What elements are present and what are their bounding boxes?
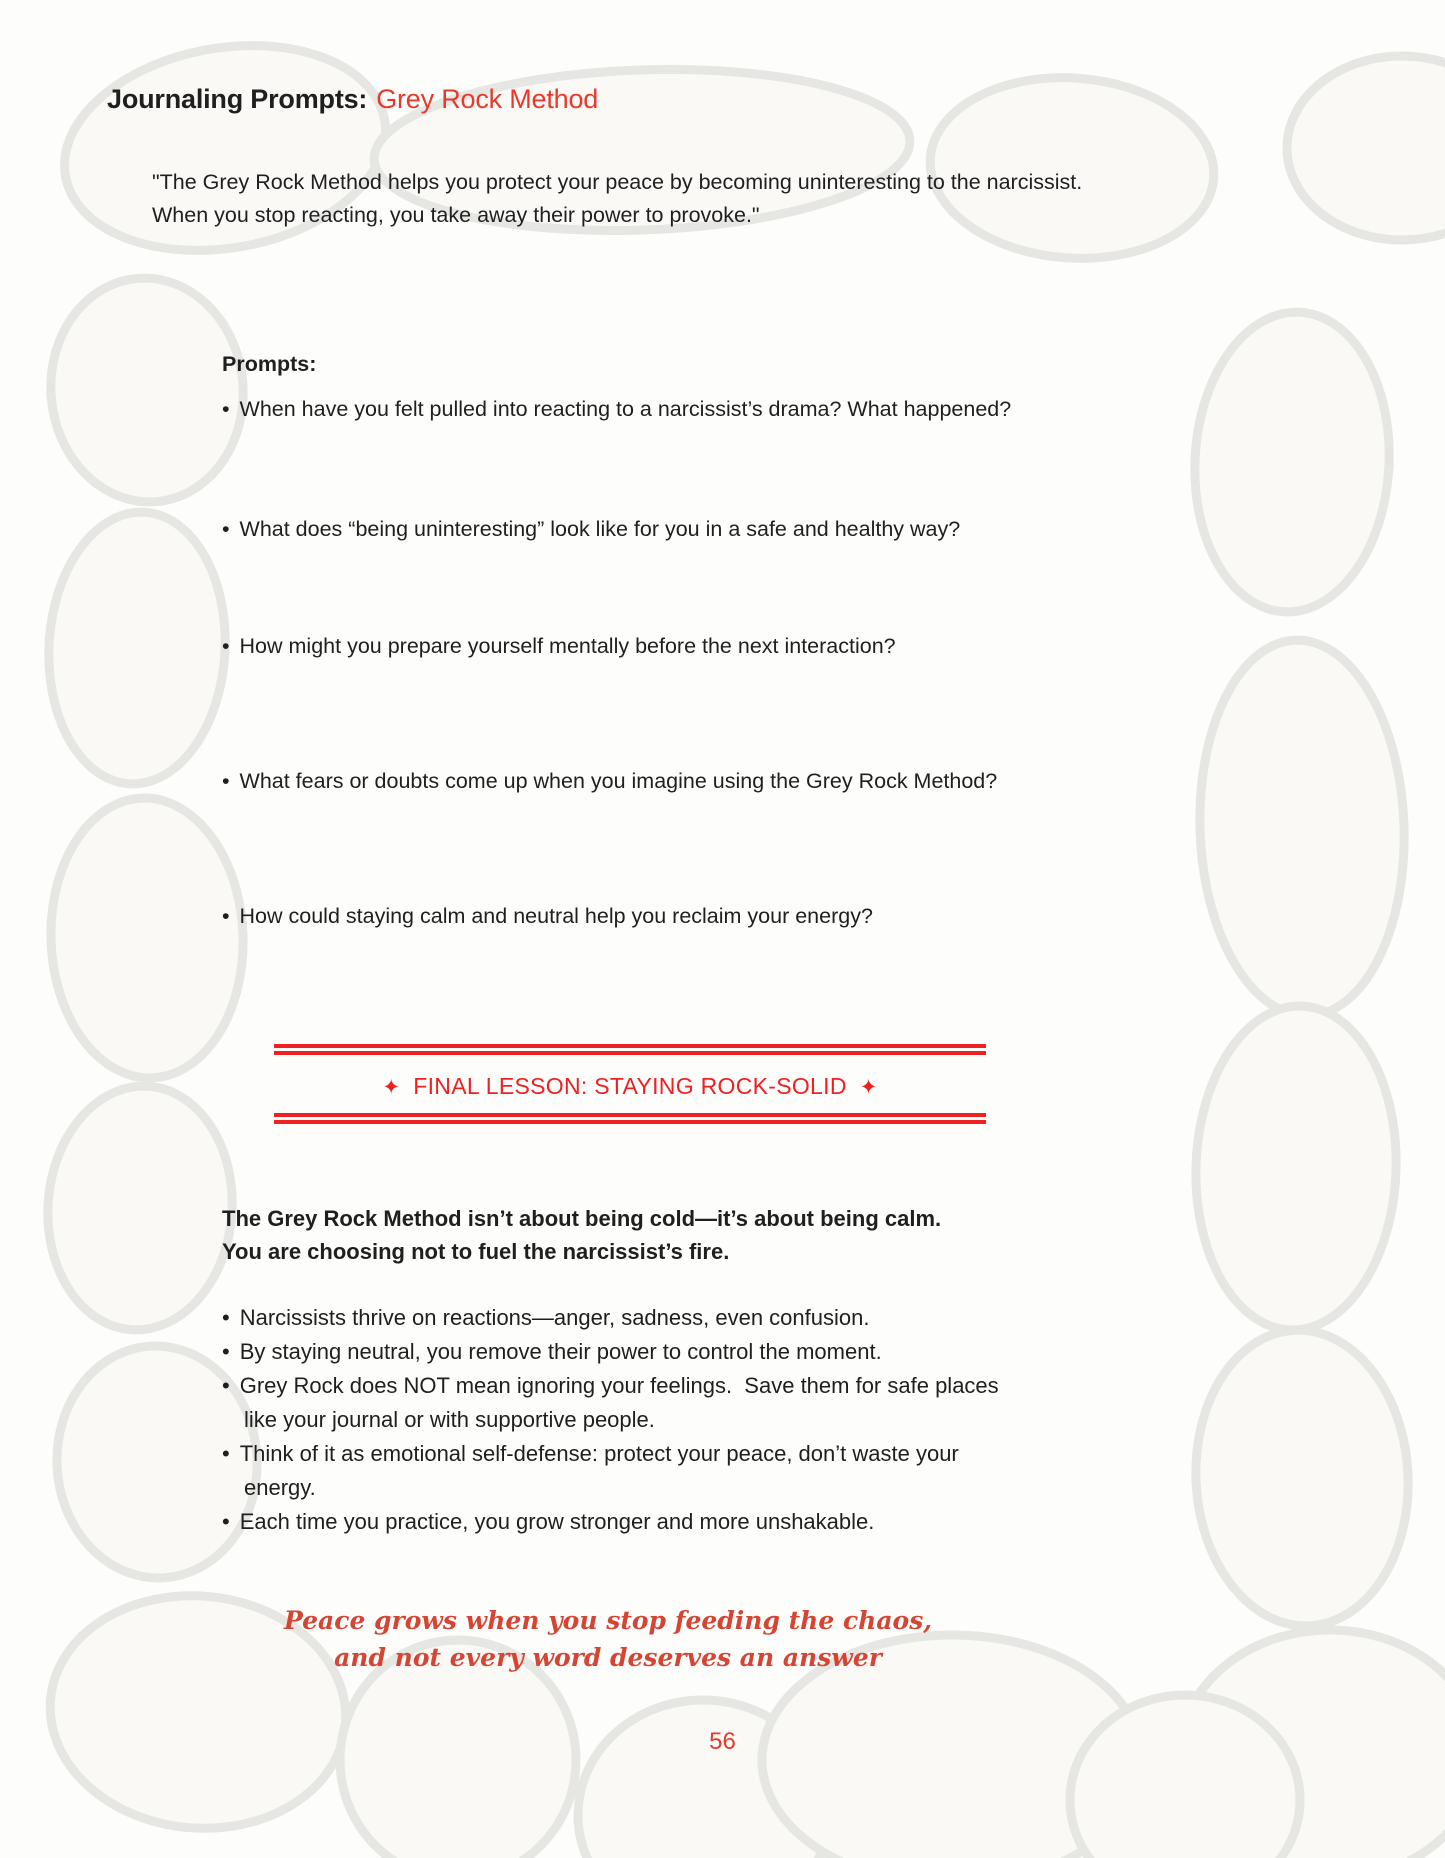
page-number: 56 <box>709 1728 736 1755</box>
summary-lead-line-2: You are choosing not to fuel the narcissist’s fire. <box>222 1239 730 1264</box>
rock-outline <box>1194 637 1411 1020</box>
summary-bullet-text: By staying neutral, you remove their power to control the moment. <box>239 1339 882 1364</box>
bullet-icon: • <box>222 1339 230 1364</box>
summary-bullets <box>222 1301 1034 1539</box>
summary-bullet <box>222 1437 1034 1505</box>
rock-outline <box>1287 56 1445 240</box>
rock-outline <box>1188 1325 1415 1632</box>
bullet-icon: • <box>222 1441 230 1466</box>
prompt-item <box>222 516 1142 543</box>
intro-quote-line-2: When you stop reacting, you take away their power to provoke." <box>152 203 760 227</box>
final-lesson-title <box>274 1072 986 1102</box>
rock-outline <box>1187 307 1396 617</box>
summary-bullet <box>222 1369 1034 1437</box>
rock-outline <box>42 270 253 510</box>
summary-bullet <box>222 1335 1034 1369</box>
rock-outline <box>46 795 248 1082</box>
bullet-icon: • <box>222 634 230 658</box>
bullet-icon: • <box>222 1509 230 1534</box>
bullet-icon: • <box>222 1373 230 1398</box>
divider-bottom <box>274 1113 986 1124</box>
prompt-text: How could staying calm and neutral help you reclaim your energy? <box>239 904 873 928</box>
diamond-icon: ✦ <box>859 1076 878 1099</box>
summary-bullet-text: Each time you practice, you grow stronger and more unshakable. <box>239 1509 875 1534</box>
divider-top <box>274 1044 986 1055</box>
intro-quote <box>152 166 1152 232</box>
summary-bullet-text: Think of it as emotional self-defense: protect your peace, don’t waste your energy. <box>239 1441 965 1500</box>
closing-quote-line-2: and not every word deserves an answer <box>334 1643 882 1672</box>
rock-outline <box>48 21 402 274</box>
page-title <box>107 84 598 115</box>
closing-quote-line-1: Peace grows when you stop feeding the chaos, <box>283 1606 933 1635</box>
rock-outline <box>42 508 232 789</box>
rock-outline <box>1070 1695 1300 1858</box>
summary-bullet <box>222 1301 1034 1335</box>
summary-lead <box>222 1202 1082 1268</box>
prompt-text: What fears or doubts come up when you imagine using the Grey Rock Method? <box>239 769 998 793</box>
diamond-icon: ✦ <box>382 1076 401 1099</box>
final-lesson-label: FINAL LESSON: STAYING ROCK-SOLID <box>413 1073 847 1099</box>
summary-bullet-text: Grey Rock does NOT mean ignoring your feelings. Save them for safe places like your journal or with supportive people. <box>239 1373 1005 1432</box>
prompt-item <box>222 903 1142 930</box>
bullet-icon: • <box>222 904 230 928</box>
summary-bullet-text: Narcissists thrive on reactions—anger, sadness, even confusion. <box>239 1305 870 1330</box>
prompt-text: What does “being uninteresting” look like for you in a safe and healthy way? <box>239 517 961 541</box>
prompt-item <box>222 633 1142 660</box>
summary-lead-line-1: The Grey Rock Method isn’t about being cold—it’s about being calm. <box>222 1206 942 1231</box>
bullet-icon: • <box>222 769 230 793</box>
prompt-item <box>222 396 1142 423</box>
prompt-text: When have you felt pulled into reacting to a narcissist’s drama? What happened? <box>239 397 1012 421</box>
page-title-topic: Grey Rock Method <box>376 84 599 114</box>
intro-quote-line-1: "The Grey Rock Method helps you protect your peace by becoming uninteresting to the narcissist. <box>152 170 1083 194</box>
page-title-label: Journaling Prompts: <box>107 84 368 114</box>
prompt-item <box>222 768 1142 795</box>
bullet-icon: • <box>222 517 230 541</box>
bullet-icon: • <box>222 397 230 421</box>
rock-outline <box>1190 1003 1401 1334</box>
rock-outline <box>40 1080 241 1336</box>
bullet-icon: • <box>222 1305 230 1330</box>
prompts-heading: Prompts: <box>222 352 317 376</box>
prompt-text: How might you prepare yourself mentally before the next interaction? <box>239 634 896 658</box>
closing-quote <box>148 1602 1068 1676</box>
summary-bullet <box>222 1505 1034 1539</box>
